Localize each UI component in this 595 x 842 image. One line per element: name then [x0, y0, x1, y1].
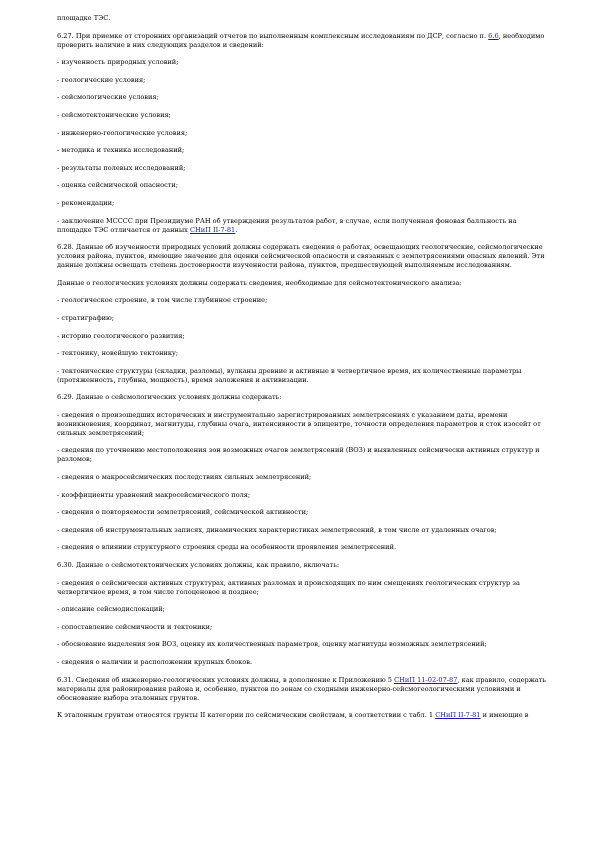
paragraph	[57, 111, 547, 120]
paragraph	[57, 473, 547, 482]
paragraph	[57, 491, 547, 500]
paragraph-text: - результаты полевых исследований;	[57, 163, 186, 172]
paragraph-text: 6.27. При приемке от сторонних организаций отчетов по выполненным комплексным исследованиям по ДСР, согласно п.	[57, 31, 489, 40]
paragraph	[57, 164, 547, 173]
paragraph-text: - геологические условия;	[57, 75, 146, 84]
paragraph-text: - сведения об инструментальных записях, динамических характеристиках землетрясений, в том числе от удаленных очагов;	[57, 525, 497, 534]
paragraph-text: - обоснование выделения зон ВОЗ, оценку их количественных параметров, оценку магнитуды возможных землетрясений;	[57, 640, 487, 649]
paragraph-text: площадке ТЭС.	[57, 14, 111, 22]
paragraph	[57, 446, 547, 464]
paragraph	[57, 640, 547, 649]
paragraph-text: Данные о геологических условиях должны содержать сведения, необходимые для сейсмотектонического анализа:	[57, 278, 462, 287]
paragraph-text: , как правило, содержать материалы для районирования района и, особенно, пунктов по зонам со сходными инженерно-сейсмогеологическими условиями и обоснование выбора эталонных грунтов.	[57, 675, 546, 702]
paragraph	[57, 543, 547, 552]
paragraph-text: - сопоставление сейсмичности и тектоники;	[57, 622, 213, 631]
paragraph-text: - сведения о повторяемости землетрясений, сейсмической активности;	[57, 508, 309, 517]
paragraph-text: и имеющие в	[480, 711, 529, 720]
paragraph-text: - коэффициенты уравнений макросейсмического поля;	[57, 490, 251, 499]
paragraph-text: .	[235, 225, 238, 234]
paragraph	[57, 76, 547, 85]
paragraph-text: К эталонным грунтам относятся грунты II категории по сейсмическим свойствам, в соответствии с табл. 1	[57, 711, 436, 720]
document-body	[57, 14, 547, 720]
paragraph	[57, 332, 547, 341]
paragraph	[57, 561, 547, 570]
paragraph	[57, 623, 547, 632]
paragraph	[57, 129, 547, 138]
paragraph-text: - сведения по уточнению местоположения зон возможных очагов землетрясений (ВОЗ) и выявленных сейсмически активных структур и разломов;	[57, 446, 540, 464]
paragraph-text: - методика и техника исследований;	[57, 146, 185, 155]
paragraph	[57, 32, 547, 50]
paragraph	[57, 605, 547, 614]
paragraph-text: - сейсмологические условия;	[57, 93, 159, 102]
paragraph	[57, 314, 547, 323]
paragraph-text: - тектонические структуры (складки, разломы), вулканы древние и активные в четвертичное время, их количественные параметры (протяженность, глубина, мощность), время заложения и активизации.	[57, 366, 522, 384]
paragraph	[57, 14, 547, 23]
paragraph-text: - сведения о произошедших исторических и инструментально зарегистрированных землетрясениях с указанием даты, времени возникновения, координат, магнитуды, глубины очага, интенсивности в эпицентре, точности определения параметров и сток изосейт от сильных землетрясений;	[57, 410, 541, 437]
paragraph-text: - изученность природных условий;	[57, 58, 179, 67]
document-link[interactable]: 6.6	[488, 31, 499, 40]
document-link[interactable]: СНиП II-7-81	[435, 711, 481, 720]
paragraph	[57, 279, 547, 288]
paragraph-text: - сведения о сейсмически активных структурах, активных разломах и происходящих по ним смещениях геологических структур за четвертичное время, в том числе голоценовое и позднее;	[57, 578, 520, 596]
paragraph	[57, 58, 547, 67]
document-link[interactable]: СНиП II-7-81	[189, 225, 236, 234]
paragraph	[57, 411, 547, 438]
paragraph	[57, 199, 547, 208]
paragraph-text: - инженерно-геологические условия;	[57, 128, 188, 137]
paragraph-text: 6.29. Данные о сейсмологических условиях должны содержать:	[57, 393, 282, 402]
paragraph-text: 6.30. Данные о сейсмотектонических условиях должны, как правило, включать:	[57, 561, 340, 570]
paragraph	[57, 676, 547, 703]
paragraph-text: - сведения о макросейсмических последствиях сильных землетрясений;	[57, 473, 312, 482]
paragraph	[57, 711, 547, 720]
paragraph	[57, 393, 547, 402]
paragraph	[57, 349, 547, 358]
paragraph-text: , необходимо проверить наличие в них следующих разделов и сведений:	[57, 31, 545, 49]
paragraph	[57, 526, 547, 535]
paragraph-text: 6.31. Сведения об инженерно-геологических условиях должны, в дополнение к Приложению 5	[57, 675, 395, 684]
paragraph	[57, 146, 547, 155]
paragraph	[57, 93, 547, 102]
paragraph	[57, 243, 547, 270]
paragraph-text: - сейсмотектонические условия;	[57, 110, 171, 119]
paragraph-text: - описание сейсмодислокаций;	[57, 605, 165, 614]
paragraph	[57, 367, 547, 385]
paragraph	[57, 217, 547, 235]
paragraph-text: - рекомендации;	[57, 198, 115, 207]
paragraph	[57, 296, 547, 305]
paragraph-text: 6.28. Данные об изученности природных условий должны содержать сведения о работах, освещающих геологические, сейсмологические условия района, пунктов, имеющие значение для оценки сейсмической опасности и связанных с землетрясениями опасных явлений. Эти данные должны освещать степень достоверности изученности района, пунктов, предшествующей выполняемым исследованиям.	[57, 243, 545, 270]
paragraph	[57, 181, 547, 190]
paragraph-text: - тектонику, новейшую тектонику;	[57, 349, 179, 358]
paragraph-text: - сведения о влиянии структурного строения среды на особенности проявления землетрясений.	[57, 543, 397, 552]
paragraph-text: - геологическое строение, в том числе глубинное строение;	[57, 296, 268, 305]
document-link[interactable]: СНиП 11-02-07-87	[394, 675, 458, 684]
paragraph-text: - стратиграфию;	[57, 313, 114, 322]
paragraph-text: - оценка сейсмической опасности;	[57, 181, 179, 190]
paragraph	[57, 508, 547, 517]
paragraph	[57, 658, 547, 667]
paragraph-text: - историю геологического развития;	[57, 331, 185, 340]
paragraph	[57, 579, 547, 597]
paragraph-text: - сведения о наличии и расположении крупных блоков.	[57, 658, 253, 666]
paragraph-text: - заключение МСССС при Президиуме РАН об утверждении результатов работ, в случае, если полученная фоновая балльность на площадке ТЭС отличается от данных	[57, 216, 517, 234]
